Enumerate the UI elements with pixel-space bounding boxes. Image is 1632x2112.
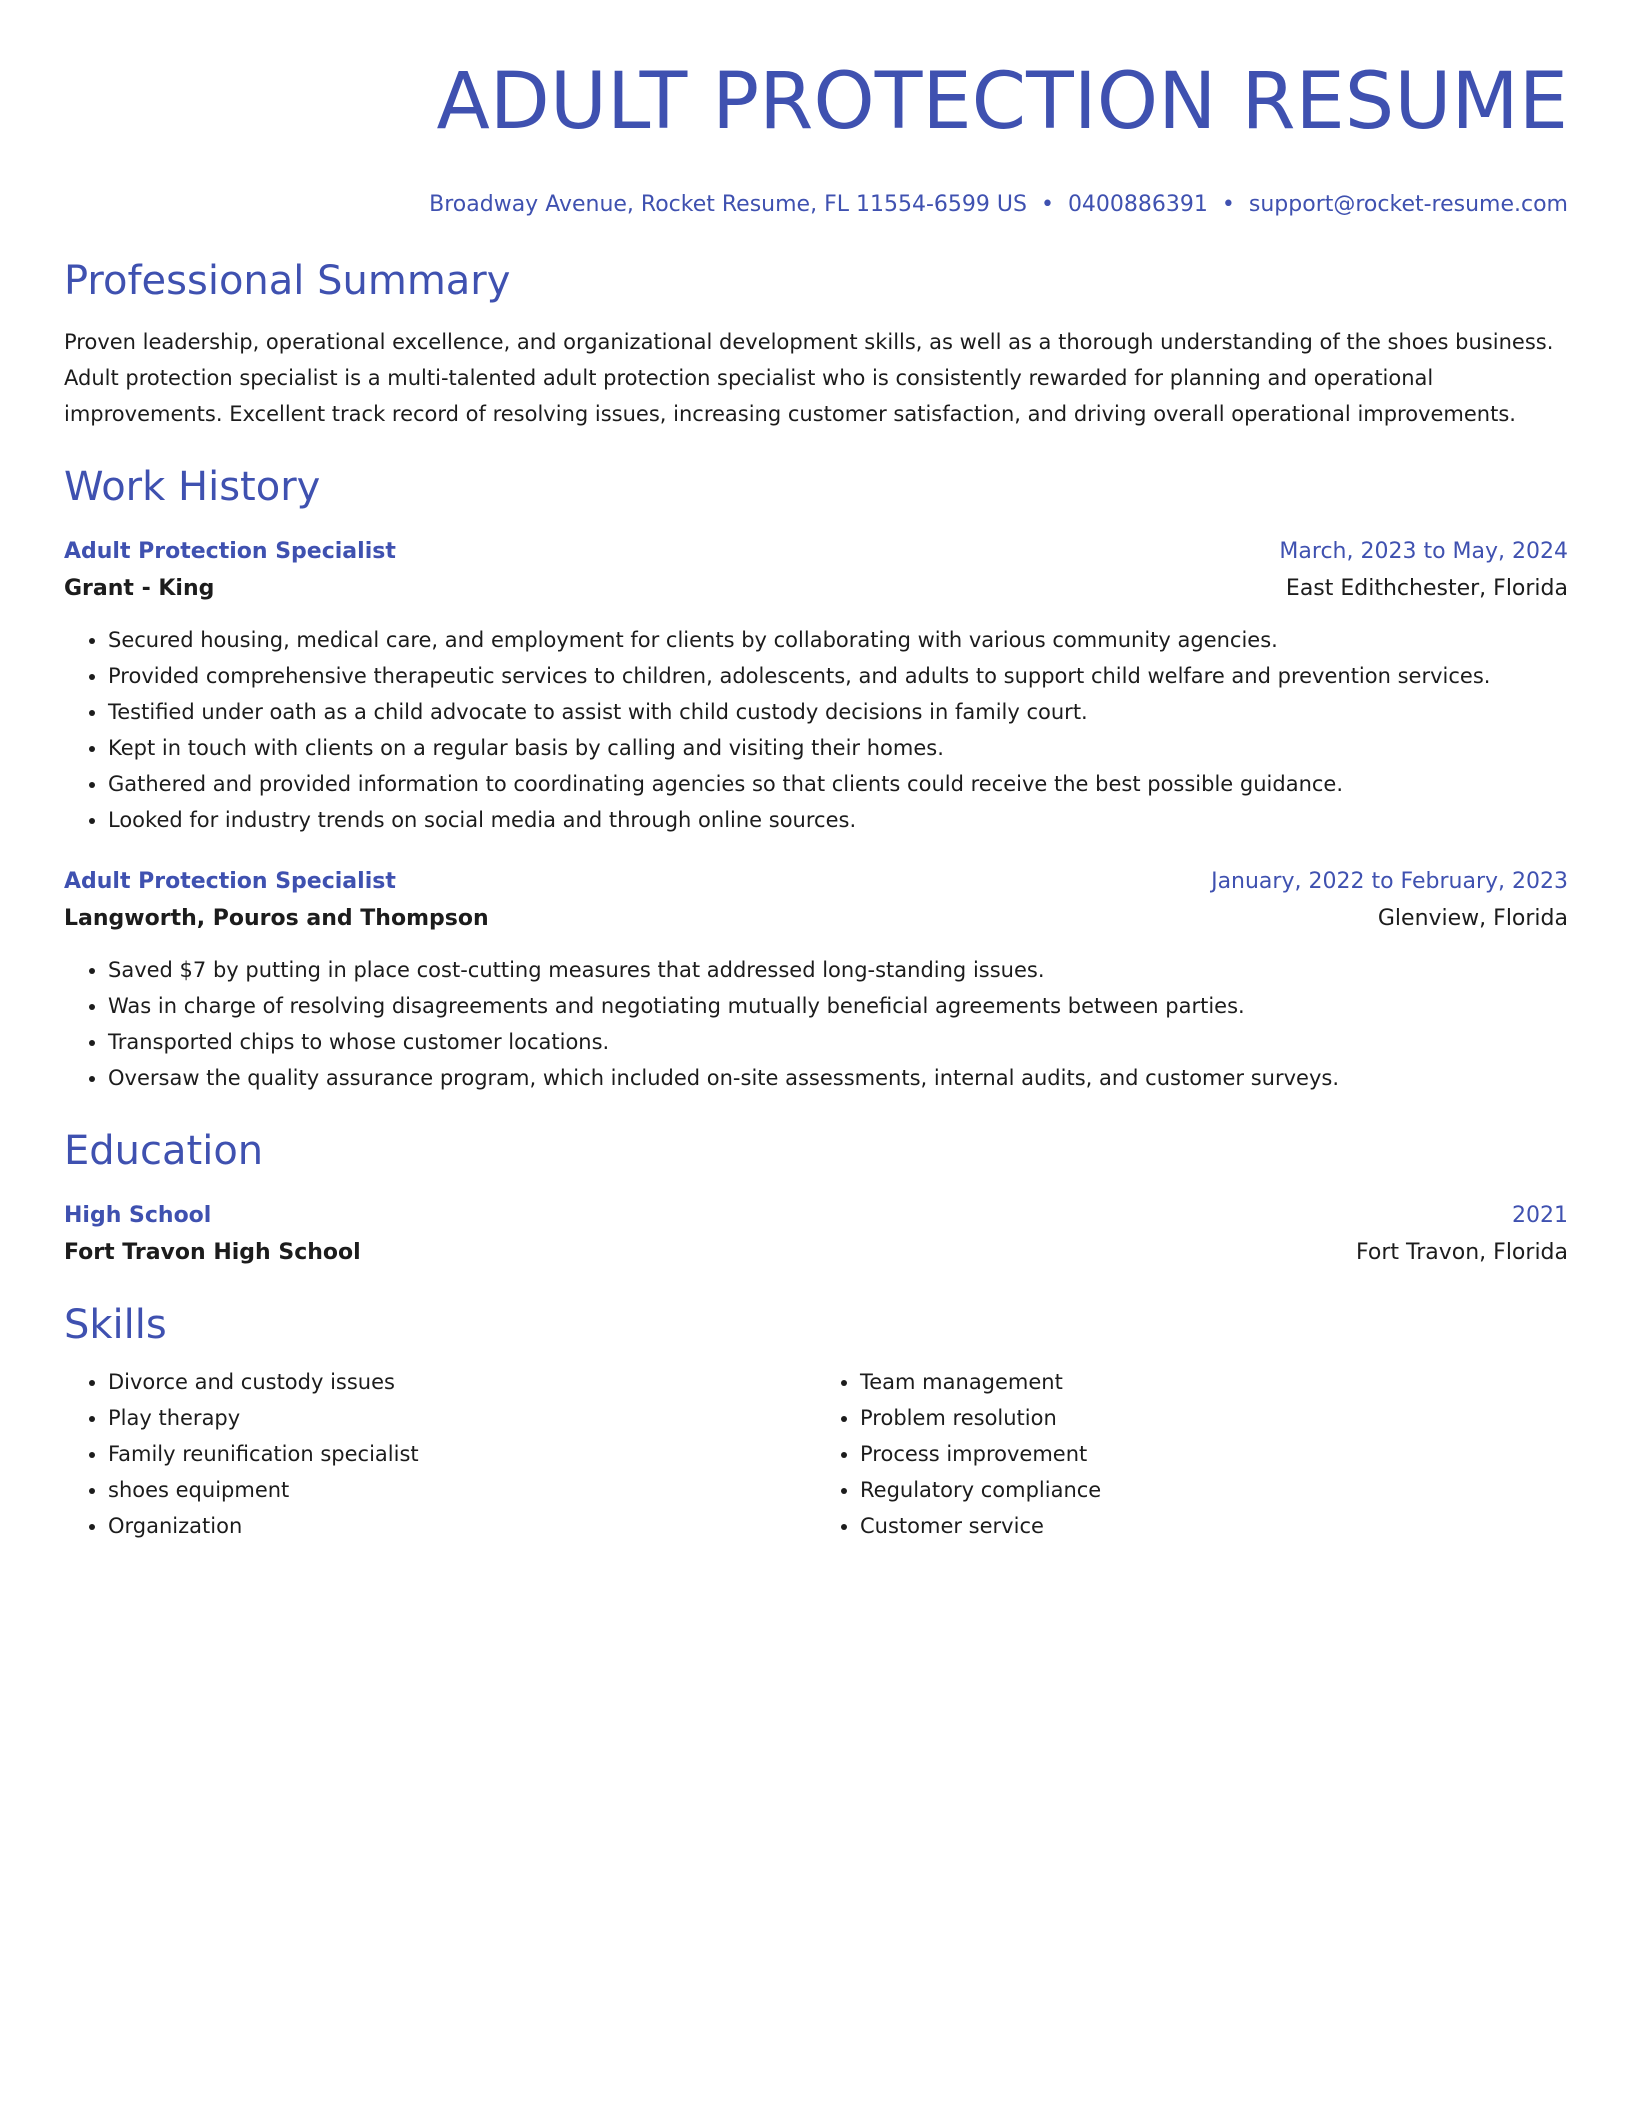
job-company-row <box>64 900 1568 938</box>
contact-separator: • <box>1221 192 1235 217</box>
skill-item: • Process improvement <box>860 1436 1568 1472</box>
contact-line <box>64 190 1568 220</box>
job-dates: March, 2023 to May, 2024 <box>1279 539 1568 564</box>
resume-header <box>64 52 1568 220</box>
skill-item: • Family reunification specialist <box>108 1436 816 1472</box>
job-bullet: • Testified under oath as a child advocate to assist with child custody decisions in family court. <box>108 694 1568 730</box>
skills-column-right <box>816 1364 1568 1544</box>
education-degree: High School <box>64 1203 212 1228</box>
job-header-row <box>64 864 1568 900</box>
education-year: 2021 <box>1512 1203 1568 1228</box>
job-bullet: • Was in charge of resolving disagreements and negotiating mutually beneficial agreements between parties. <box>108 988 1568 1024</box>
job-header-row <box>64 534 1568 570</box>
education-school-row <box>64 1234 1568 1272</box>
job-title: Adult Protection Specialist <box>64 869 396 894</box>
resume-name: ADULT PROTECTION RESUME <box>436 57 1568 147</box>
job-company: Langworth, Pouros and Thompson <box>64 906 489 931</box>
education-location: Fort Travon, Florida <box>1356 1240 1568 1265</box>
skills-list <box>64 1364 1568 1544</box>
job-dates: January, 2022 to February, 2023 <box>1211 869 1568 894</box>
summary-text: Proven leadership, operational excellence, and organizational development skills, as well as a thorough understanding of the shoes business. Adult protection specialist is a multi-talented adult protection specialist who is consistently rewarded for planning and operational improvements. Excellent track record of resolving issues, increasing customer satisfaction, and driving overall operational improvements. <box>64 330 1554 426</box>
job-bullets <box>64 952 1568 1096</box>
summary-heading: Professional Summary <box>64 258 511 304</box>
skills-heading: Skills <box>64 1302 167 1348</box>
education-heading: Education <box>64 1128 264 1174</box>
job-bullet: • Kept in touch with clients on a regular basis by calling and visiting their homes. <box>108 730 1568 766</box>
job-bullet: • Looked for industry trends on social media and through online sources. <box>108 802 1568 838</box>
skills-column-left <box>64 1364 816 1544</box>
job-company: Grant - King <box>64 576 215 601</box>
job-title: Adult Protection Specialist <box>64 539 396 564</box>
education-header-row <box>64 1198 1568 1234</box>
skill-item: • Play therapy <box>108 1400 816 1436</box>
job-location: Glenview, Florida <box>1377 906 1568 931</box>
job-bullets <box>64 622 1568 838</box>
job-bullet: • Oversaw the quality assurance program, which included on-site assessments, internal audits, and customer surveys. <box>108 1060 1568 1096</box>
skill-item: • Organization <box>108 1508 816 1544</box>
work-history-heading: Work History <box>64 464 321 510</box>
skill-item: • Customer service <box>860 1508 1568 1544</box>
job-bullet: • Saved $7 by putting in place cost-cutting measures that addressed long-standing issues. <box>108 952 1568 988</box>
job-location: East Edithchester, Florida <box>1285 576 1568 601</box>
job-entry <box>64 864 1568 1096</box>
contact-separator: • <box>1040 192 1054 217</box>
job-bullet: • Provided comprehensive therapeutic services to children, adolescents, and adults to support child welfare and prevention services. <box>108 658 1568 694</box>
skill-item: • shoes equipment <box>108 1472 816 1508</box>
contact-address: Broadway Avenue, Rocket Resume, FL 11554-6599 US <box>429 192 1027 217</box>
job-bullet: • Secured housing, medical care, and employment for clients by collaborating with various community agencies. <box>108 622 1568 658</box>
skill-item: • Team management <box>860 1364 1568 1400</box>
job-company-row <box>64 570 1568 608</box>
education-school: Fort Travon High School <box>64 1240 361 1265</box>
contact-phone: 0400886391 <box>1067 192 1208 217</box>
job-entry <box>64 534 1568 838</box>
contact-email: support@rocket-resume.com <box>1248 192 1568 217</box>
job-bullet: • Gathered and provided information to coordinating agencies so that clients could receive the best possible guidance. <box>108 766 1568 802</box>
job-bullet: • Transported chips to whose customer locations. <box>108 1024 1568 1060</box>
skill-item: • Regulatory compliance <box>860 1472 1568 1508</box>
skill-item: • Problem resolution <box>860 1400 1568 1436</box>
skill-item: • Divorce and custody issues <box>108 1364 816 1400</box>
education-entry <box>64 1198 1568 1272</box>
